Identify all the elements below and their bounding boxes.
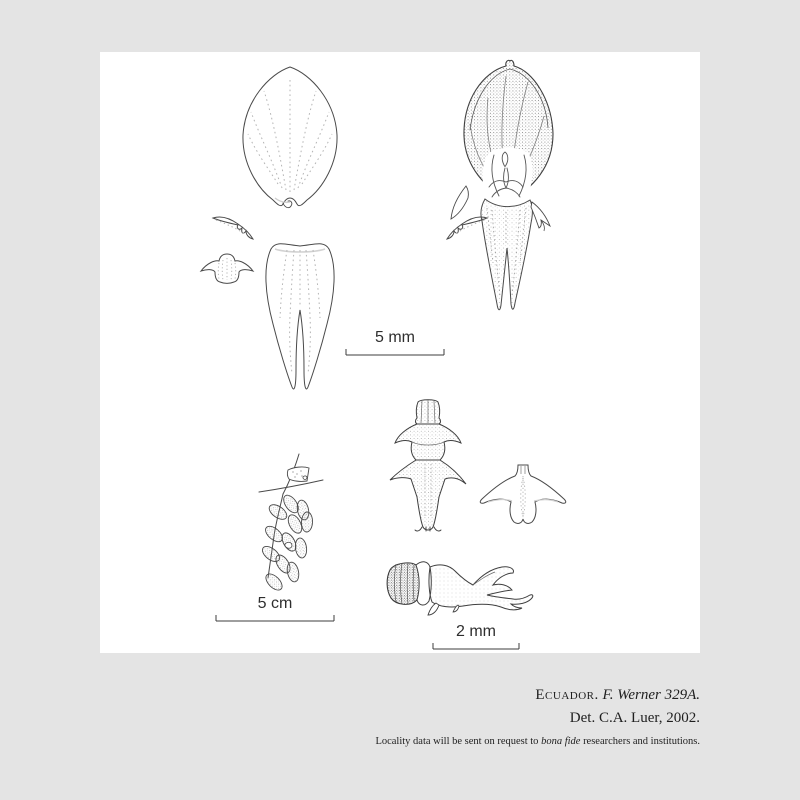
determination-caption	[535, 684, 700, 730]
collection-line	[535, 684, 700, 707]
column-front-view-drawing	[388, 398, 468, 532]
footnote-emphasis: bona fide	[541, 736, 581, 747]
flower-side-view-drawing	[383, 556, 537, 620]
scale-bar-5mm-label: 5 mm	[375, 329, 415, 346]
illustration-plate	[100, 52, 700, 653]
footnote-prefix: Locality data will be sent on request to	[375, 736, 542, 747]
petal-drawing-left	[212, 212, 254, 242]
lip-spread-drawing	[199, 250, 255, 286]
scale-bar-5cm	[215, 595, 335, 622]
lip-flattened-drawing	[478, 462, 568, 530]
country-label: Ecuador.	[535, 687, 599, 703]
locality-footnote	[375, 736, 700, 747]
synsepal-drawing	[263, 236, 337, 398]
scale-bar-2mm	[432, 623, 520, 650]
footnote-suffix: researchers and institutions.	[580, 736, 700, 747]
scale-bar-5mm-line	[345, 348, 445, 356]
collection-number-label: F. Werner 329A.	[602, 687, 700, 703]
flower-natural-position-drawing	[448, 58, 570, 322]
habit-drawing	[245, 448, 325, 606]
determination-line: Det. C.A. Luer, 2002.	[569, 710, 700, 726]
scale-bar-5cm-label: 5 cm	[257, 595, 293, 612]
scale-bar-2mm-line	[432, 642, 520, 650]
scale-bar-2mm-label: 2 mm	[456, 623, 496, 640]
scale-bar-5mm	[345, 329, 445, 356]
dorsal-sepal-drawing	[228, 64, 352, 214]
scale-bar-5cm-line	[215, 614, 335, 622]
